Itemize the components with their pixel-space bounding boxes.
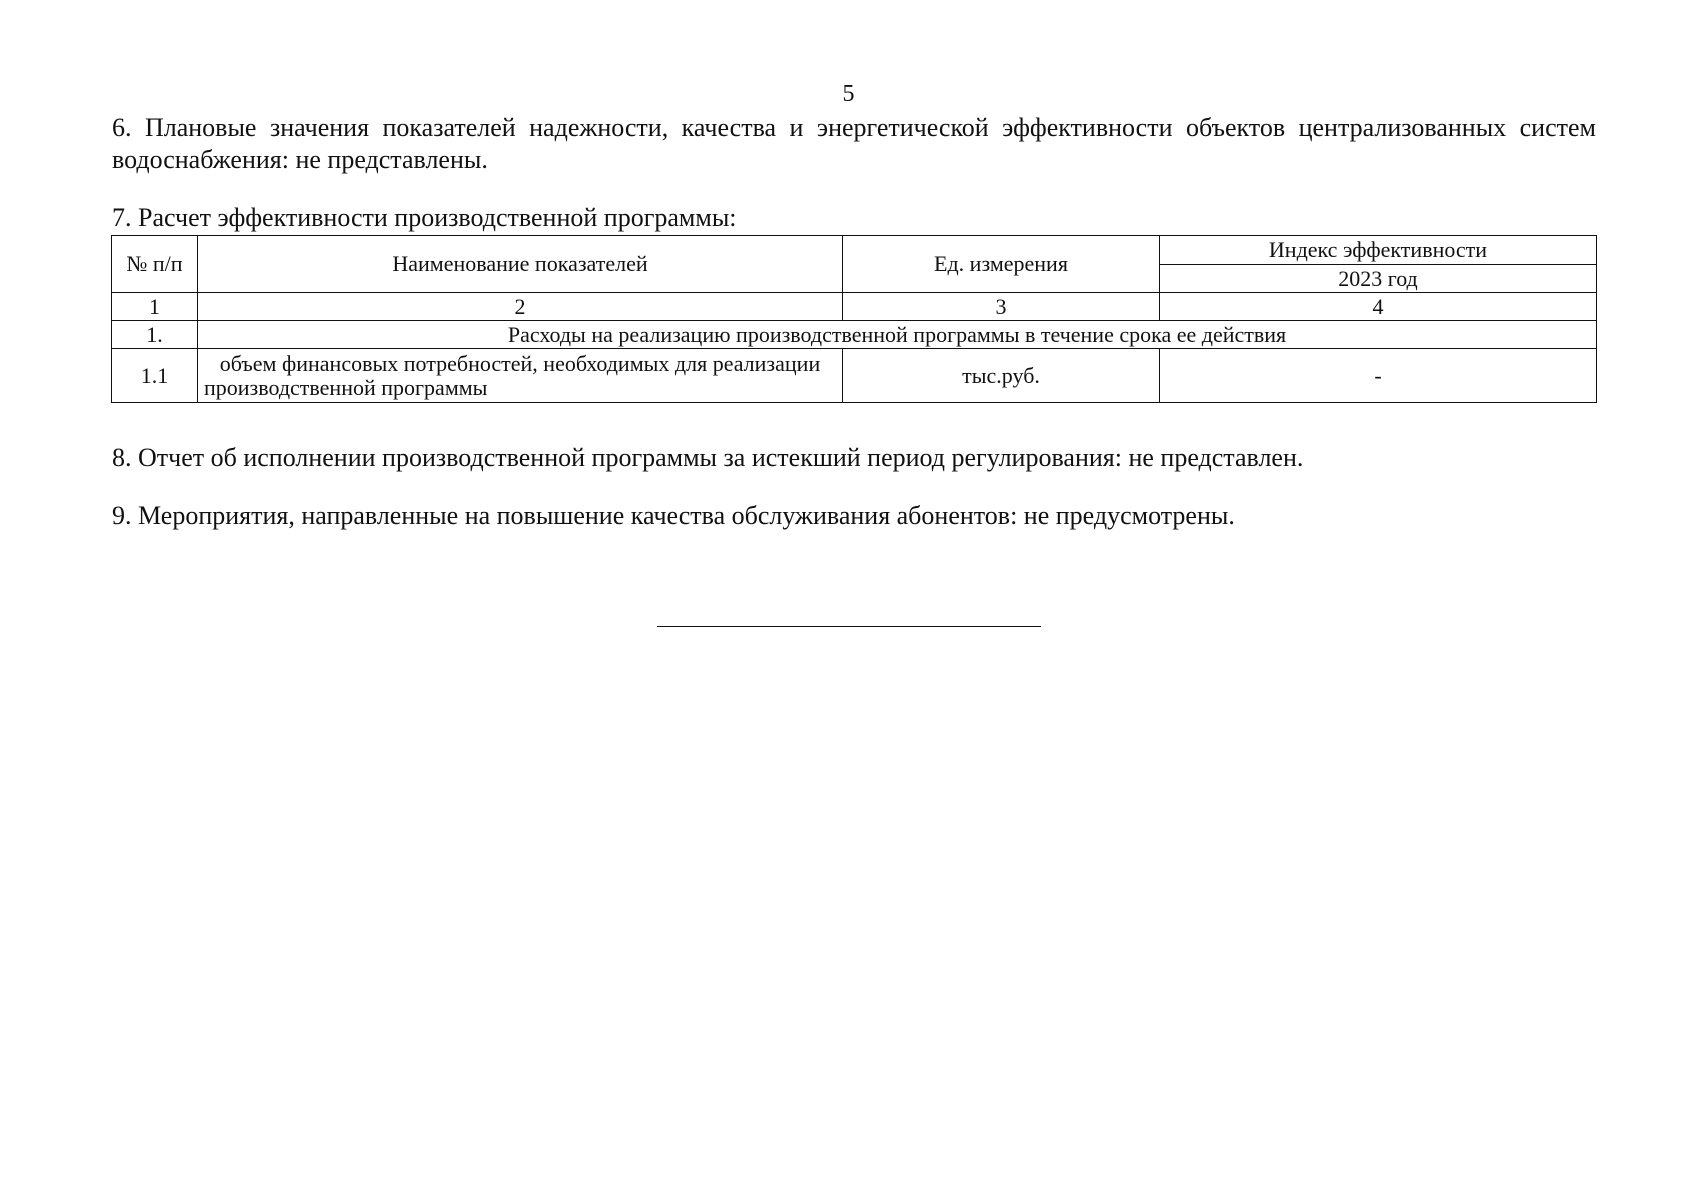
header-index: Индекс эффективности bbox=[1160, 236, 1597, 265]
header-year: 2023 год bbox=[1160, 265, 1597, 293]
header-num: № п/п bbox=[112, 236, 198, 293]
row-unit: тыс.руб. bbox=[843, 349, 1160, 403]
row-name: объем финансовых потребностей, необходимых для реализации производственной программы bbox=[198, 349, 843, 403]
table-group-row bbox=[112, 321, 1597, 349]
column-number: 4 bbox=[1160, 293, 1597, 321]
end-of-document-line bbox=[657, 626, 1041, 627]
section-6-reliability-indicators: 6. Плановые значения показателей надежности, качества и энергетической эффективности объектов централизованных систем водоснабжения: не представлены. bbox=[112, 113, 1596, 174]
efficiency-table bbox=[111, 235, 1597, 403]
table-row bbox=[112, 349, 1597, 403]
column-number: 3 bbox=[843, 293, 1160, 321]
header-name: Наименование показателей bbox=[198, 236, 843, 293]
group-label: Расходы на реализацию производственной программы в течение срока ее действия bbox=[198, 321, 1597, 349]
column-numbers-row bbox=[112, 293, 1597, 321]
row-value: - bbox=[1160, 349, 1597, 403]
section-8-execution-report: 8. Отчет об исполнении производственной программы за истекший период регулирования: не представлен. bbox=[112, 443, 1304, 472]
group-num: 1. bbox=[112, 321, 198, 349]
page-number: 5 bbox=[842, 81, 855, 107]
column-number: 2 bbox=[198, 293, 843, 321]
section-7-efficiency-calculation: 7. Расчет эффективности производственной программы: bbox=[112, 203, 737, 232]
section-9-service-measures: 9. Мероприятия, направленные на повышение качества обслуживания абонентов: не предусмотрены. bbox=[112, 501, 1235, 530]
header-unit: Ед. измерения bbox=[843, 236, 1160, 293]
table-header-row bbox=[112, 236, 1597, 265]
row-num: 1.1 bbox=[112, 349, 198, 403]
column-number: 1 bbox=[112, 293, 198, 321]
